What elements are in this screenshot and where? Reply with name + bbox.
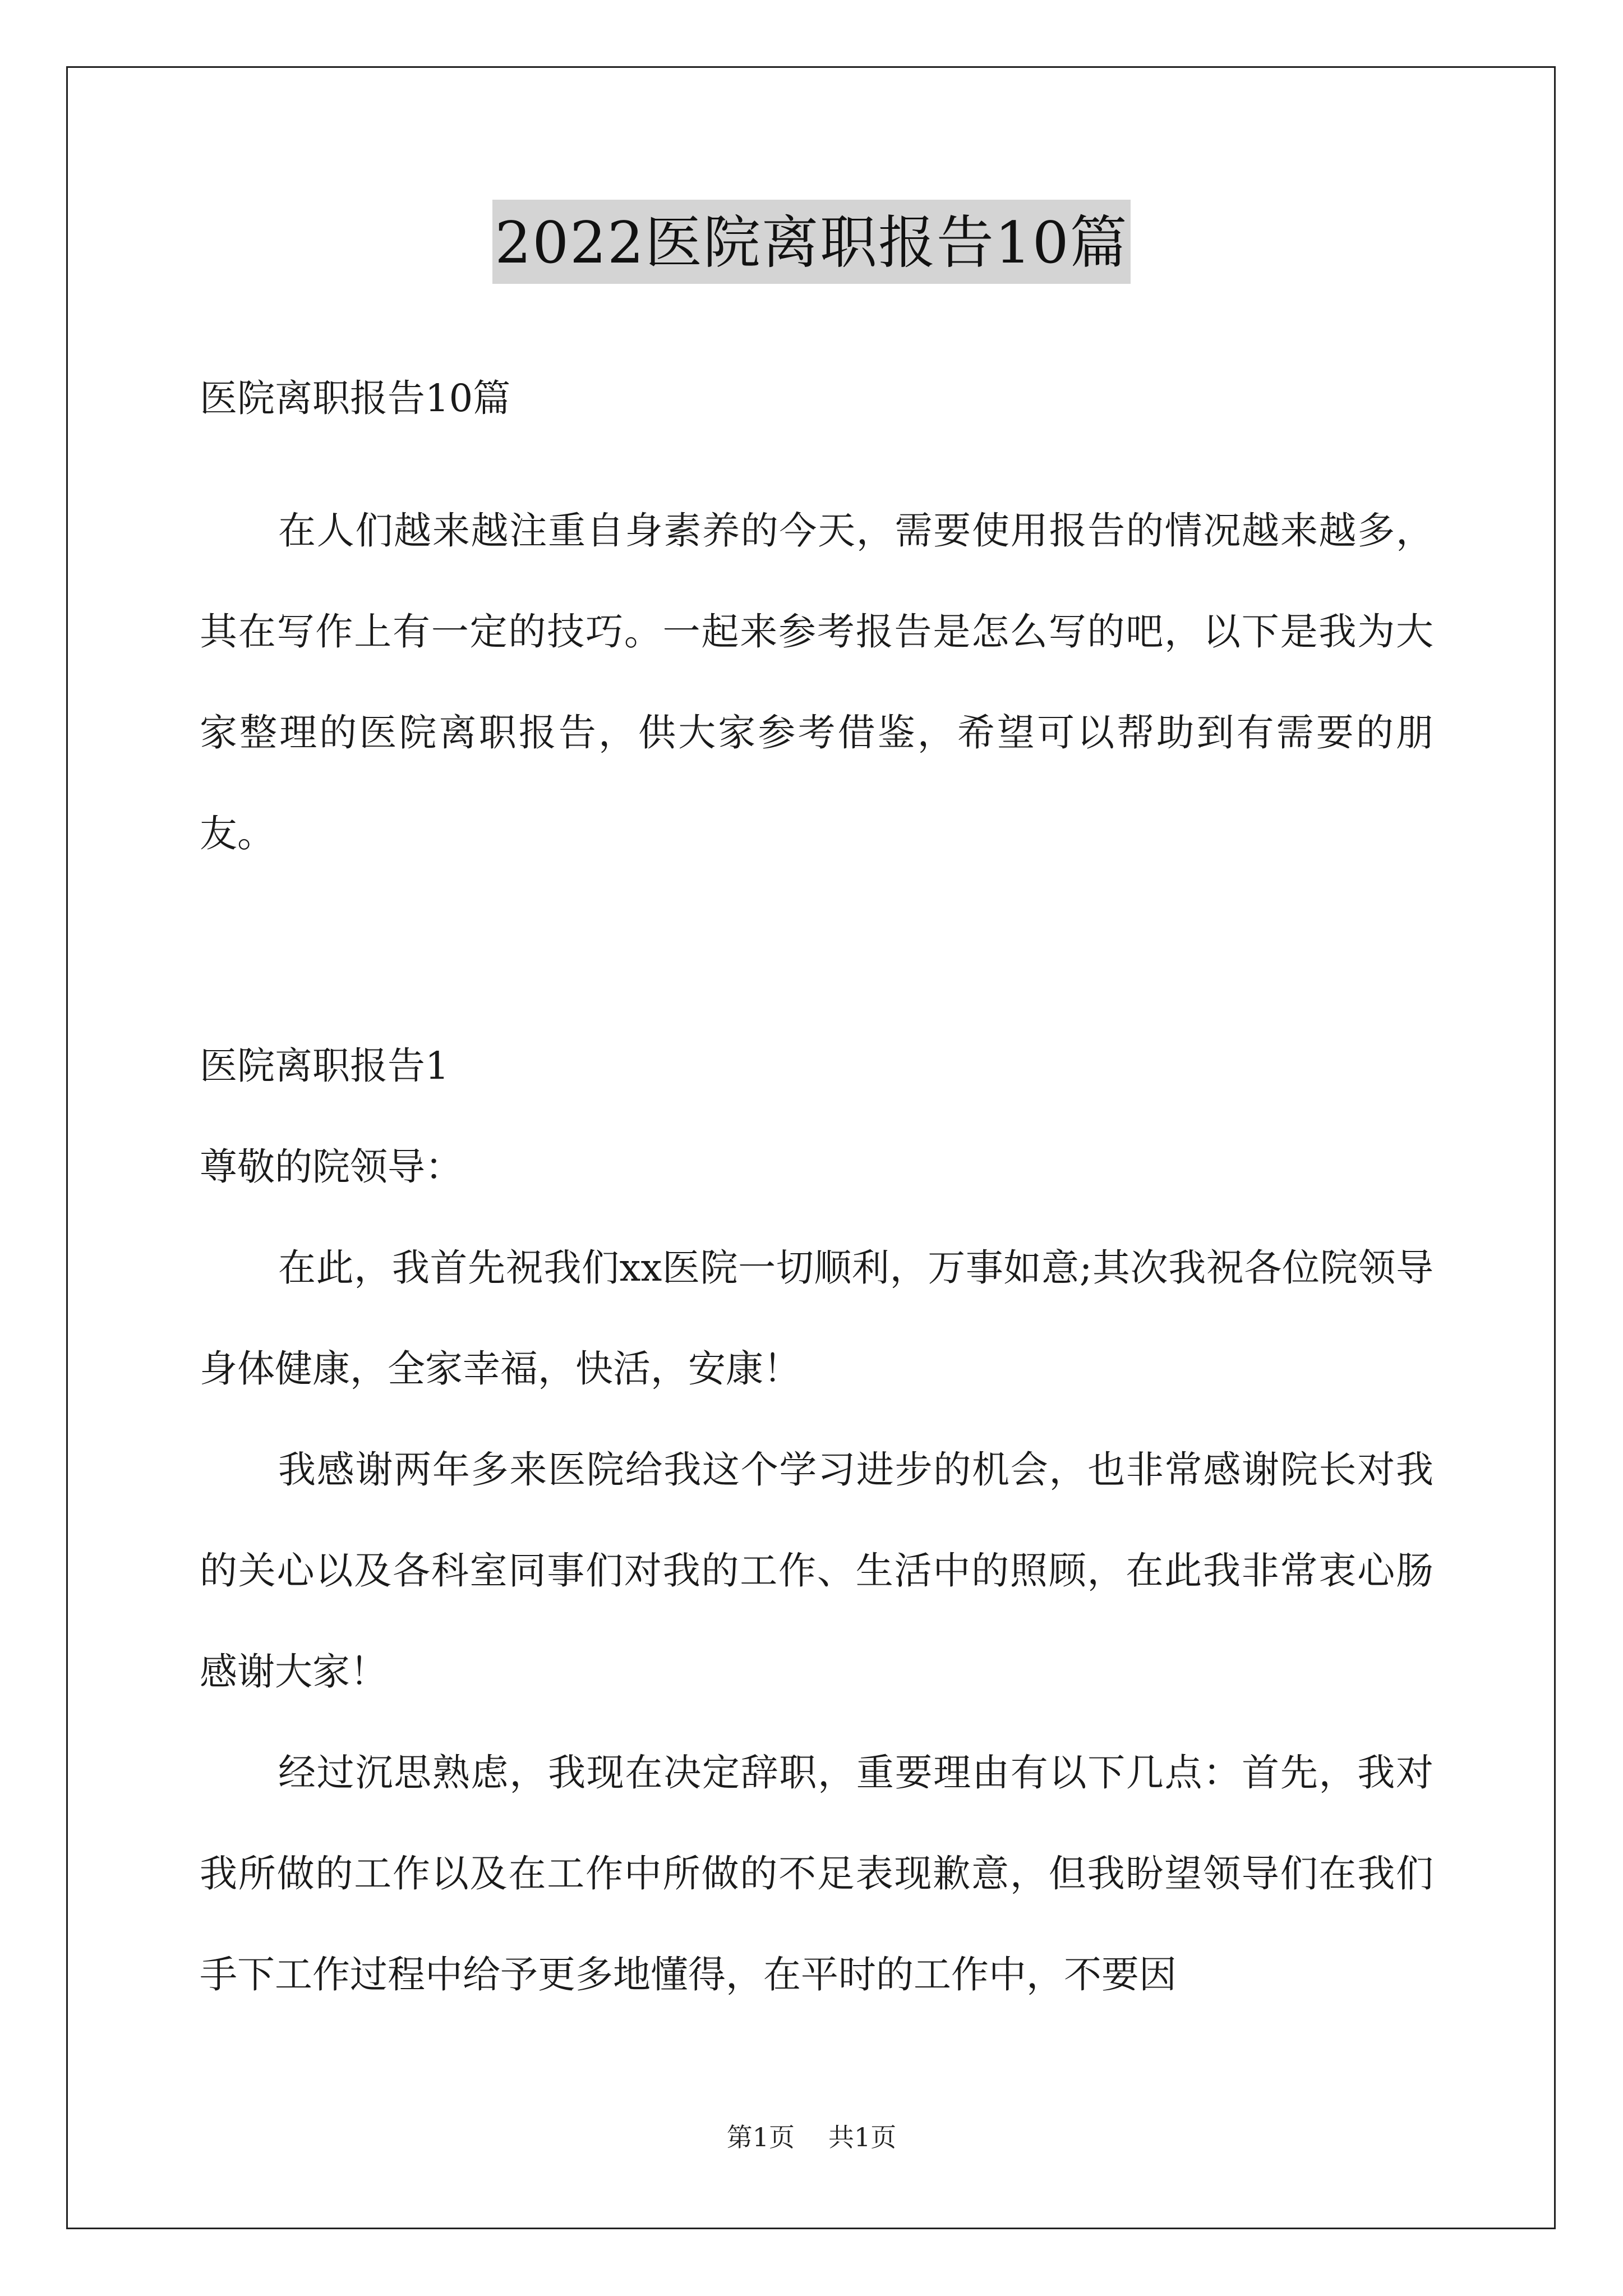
- title-container: [0, 200, 1623, 284]
- page-number: 第1页: [726, 2122, 795, 2152]
- intro-paragraph: 在人们越来越注重自身素养的今天，需要使用报告的情况越来越多，其在写作上有一定的技巧。一起来参考报告是怎么写的吧，以下是我为大家整理的医院离职报告，供大家参考借鉴，希望可以帮助到有需要的朋友。: [200, 509, 1433, 855]
- page-total: 共1页: [828, 2122, 897, 2152]
- section-heading: 医院离职报告1: [200, 1044, 449, 1088]
- document-subtitle: 医院离职报告10篇: [200, 376, 511, 420]
- page-footer: [0, 2120, 1623, 2154]
- body-paragraph: 在此，我首先祝我们xx医院一切顺利，万事如意;其次我祝各位院领导身体健康，全家幸福，快活，安康！: [200, 1246, 1433, 1391]
- document-body: [200, 348, 1433, 2025]
- salutation: 尊敬的院领导：: [200, 1145, 463, 1189]
- body-paragraph: 我感谢两年多来医院给我这个学习进步的机会，也非常感谢院长对我的关心以及各科室同事们对我的工作、生活中的照顾，在此我非常衷心肠感谢大家！: [200, 1448, 1433, 1694]
- document-title: 2022医院离职报告10篇: [492, 200, 1130, 284]
- body-paragraph: 经过沉思熟虑，我现在决定辞职，重要理由有以下几点：首先，我对我所做的工作以及在工作中所做的不足表现歉意，但我盼望领导们在我们手下工作过程中给予更多地懂得，在平时的工作中，不要因: [200, 1751, 1433, 1996]
